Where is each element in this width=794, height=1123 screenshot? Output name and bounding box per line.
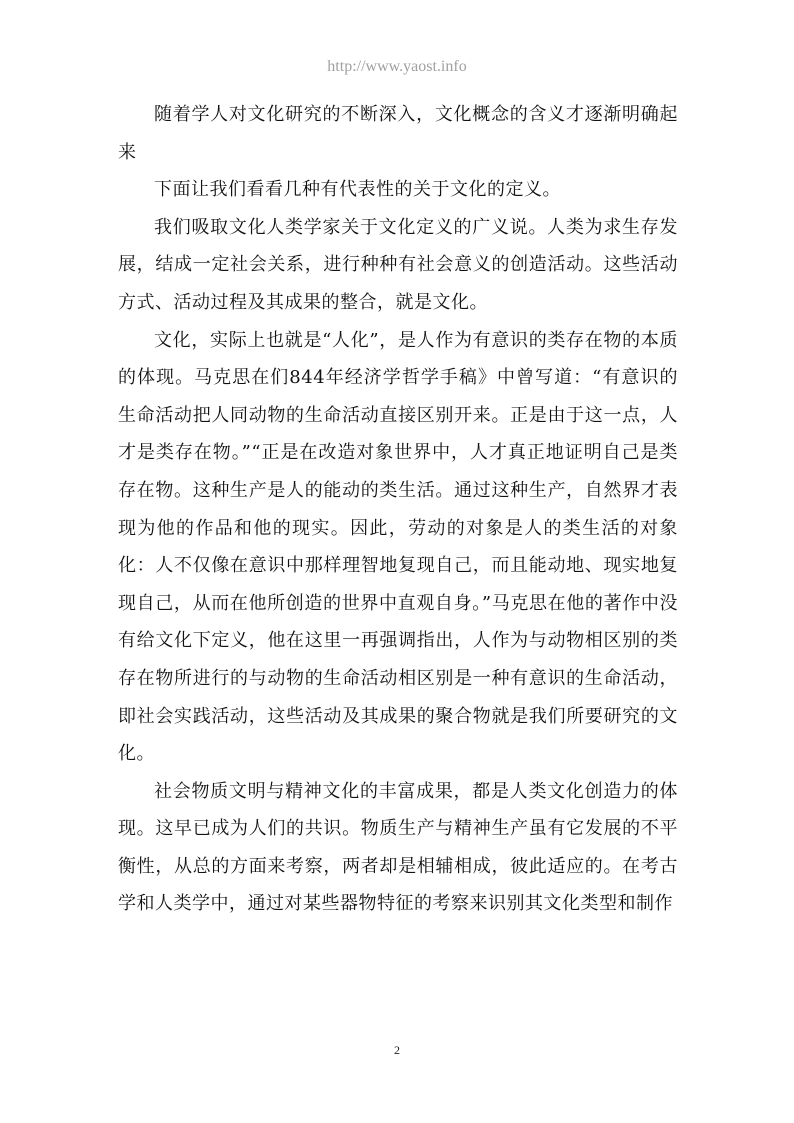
paragraph: 文化，实际上也就是“人化”，是人作为有意识的类存在物的本质的体现。马克思在们844年经济学哲学手稿》中曾写道：“有意识的生命活动把人同动物的生命活动直接区别开来。正是由于这一点，人才是类存在物。”“正是在改造对象世界中，人才真正地证明自己是类存在物。这种生产是人的能动的类生活。通过这种生产，自然界才表现为他的作品和他的现实。因此，劳动的对象是人的类生活的对象化：人不仅像在意识中那样理智地复现自己，而且能动地、现实地复现自己，从而在他所创造的世界中直观自身。”马克思在他的著作中没有给文化下定义，他在这里一再强调指出，人作为与动物相区别的类存在物所进行的与动物的生命活动相区别是一种有意识的生命活动，即社会实践活动，这些活动及其成果的聚合物就是我们所要研究的文化。 <box>118 329 678 765</box>
page-number: 2 <box>394 1043 400 1057</box>
paragraph: 下面让我们看看几种有代表性的关于文化的定义。 <box>154 179 561 201</box>
paragraph: 我们吸取文化人类学家关于文化定义的广义说。人类为求生存发展，结成一定社会关系，进行种种有社会意义的创造活动。这些活动方式、活动过程及其成果的整合，就是文化。 <box>118 216 678 313</box>
document-body <box>118 96 678 923</box>
paragraph: 社会物质文明与精神文化的丰富成果，都是人类文化创造力的体现。这早已成为人们的共识。物质生产与精神生产虽有它发展的不平衡性，从总的方面来考察，两者却是相辅相成，彼此适应的。在考古学和人类学中，通过对某些器物特征的考察来识别其文化类型和制作 <box>118 780 678 915</box>
header-url: http://www.yaost.info <box>327 58 467 75</box>
paragraph: 随着学人对文化研究的不断深入，文化概念的含义才逐渐明确起来 <box>118 104 678 163</box>
